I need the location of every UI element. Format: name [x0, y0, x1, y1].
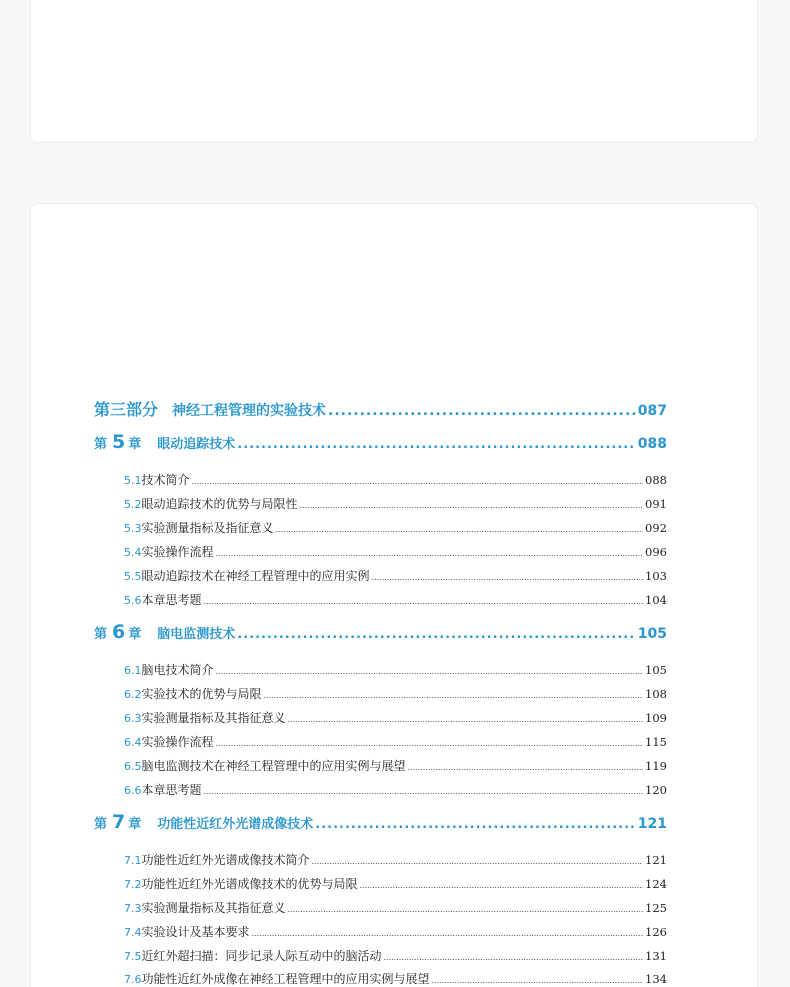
- page-number: 087: [637, 403, 667, 419]
- section-title: 实验操作流程: [141, 545, 214, 559]
- dot-leader: [216, 667, 644, 676]
- dot-leader: [312, 857, 644, 866]
- section-entry[interactable]: [124, 733, 667, 750]
- dot-leader: [276, 525, 644, 534]
- section-number: 5.1: [124, 474, 142, 487]
- section-number: 5.5: [124, 570, 142, 583]
- chapter-suffix: 章: [128, 627, 142, 642]
- section-number: 7.1: [124, 854, 142, 867]
- section-number: 6.2: [124, 688, 142, 701]
- page-number: 126: [645, 925, 667, 939]
- dot-leader: [216, 549, 644, 558]
- dot-leader: [384, 953, 644, 962]
- page-number: 105: [645, 663, 667, 677]
- dot-leader: [237, 437, 635, 452]
- dot-leader: [252, 929, 644, 938]
- chapter-prefix: 第: [94, 627, 108, 642]
- section-number: 7.5: [124, 950, 142, 963]
- section-entry[interactable]: [124, 757, 667, 774]
- section-entry[interactable]: [124, 471, 667, 488]
- chapter-suffix: 章: [128, 437, 142, 452]
- section-entry[interactable]: [124, 519, 667, 536]
- page-number: 121: [637, 816, 667, 832]
- chapter-heading[interactable]: [94, 431, 667, 453]
- dot-leader: [264, 691, 644, 700]
- section-number: 6.5: [124, 760, 142, 773]
- section-title: 实验操作流程: [141, 735, 214, 749]
- section-title: 功能性近红外光谱成像技术的优势与局限: [141, 877, 358, 891]
- section-number: 5.2: [124, 498, 142, 511]
- section-title: 近红外超扫描：同步记录人际互动中的脑活动: [141, 949, 382, 963]
- section-entry[interactable]: [124, 495, 667, 512]
- dot-leader: [192, 477, 644, 486]
- section-entry[interactable]: [124, 947, 667, 964]
- section-number: 7.6: [124, 973, 142, 986]
- section-title: 实验技术的优势与局限: [141, 687, 262, 701]
- section-entry[interactable]: [124, 851, 667, 868]
- section-entry[interactable]: [124, 567, 667, 584]
- section-title: 脑电监测技术在神经工程管理中的应用实例与展望: [141, 759, 406, 773]
- chapter-prefix: 第: [94, 437, 108, 452]
- section-title: 本章思考题: [141, 593, 202, 607]
- dot-leader: [216, 739, 644, 748]
- page-number: 120: [645, 783, 667, 797]
- section-title: 实验测量指标及指征意义: [141, 521, 274, 535]
- page-number: 088: [645, 473, 667, 487]
- section-title: 本章思考题: [141, 783, 202, 797]
- section-entry[interactable]: [124, 685, 667, 702]
- section-number: 7.2: [124, 878, 142, 891]
- dot-leader: [300, 501, 644, 510]
- section-number: 7.3: [124, 902, 142, 915]
- section-title: 眼动追踪技术的优势与局限性: [141, 497, 298, 511]
- dot-leader: [360, 881, 644, 890]
- section-title: 脑电技术简介: [141, 663, 214, 677]
- part-heading[interactable]: [94, 397, 667, 420]
- section-title: 眼动追踪技术在神经工程管理中的应用实例: [141, 569, 370, 583]
- page-number: 092: [645, 521, 667, 535]
- page-number: 103: [645, 569, 667, 583]
- dot-leader: [288, 715, 644, 724]
- dot-leader: [408, 763, 644, 772]
- section-title: 技术简介: [141, 473, 190, 487]
- chapter-heading[interactable]: [94, 621, 667, 643]
- section-title: 实验测量指标及其指征意义: [141, 901, 286, 915]
- page-number: 109: [645, 711, 667, 725]
- page-number: 121: [645, 853, 667, 867]
- page-number: 091: [645, 497, 667, 511]
- section-number: 6.6: [124, 784, 142, 797]
- page-number: 124: [645, 877, 667, 891]
- page-number: 105: [637, 626, 667, 642]
- section-entry[interactable]: [124, 709, 667, 726]
- page-number: 088: [637, 436, 667, 452]
- dot-leader: [328, 403, 636, 419]
- section-title: 实验测量指标及其指征意义: [141, 711, 286, 725]
- section-number: 6.3: [124, 712, 142, 725]
- page-number: 104: [645, 593, 667, 607]
- section-number: 7.4: [124, 926, 142, 939]
- section-entry[interactable]: [124, 543, 667, 560]
- page-number: 134: [645, 972, 667, 986]
- section-title: 功能性近红外成像在神经工程管理中的应用实例与展望: [141, 972, 430, 986]
- part-title: 神经工程管理的实验技术: [172, 403, 327, 419]
- page-number: 131: [645, 949, 667, 963]
- previous-page-card: [30, 0, 758, 143]
- section-entry[interactable]: [124, 591, 667, 608]
- section-title: 实验设计及基本要求: [141, 925, 250, 939]
- chapter-number: 6: [112, 621, 126, 643]
- dot-leader: [288, 905, 644, 914]
- chapter-suffix: 章: [128, 817, 142, 832]
- part-label: 第三部分: [94, 400, 159, 419]
- section-title: 功能性近红外光谱成像技术简介: [141, 853, 310, 867]
- section-entry[interactable]: [124, 923, 667, 940]
- dot-leader: [204, 597, 644, 606]
- section-number: 5.4: [124, 546, 142, 559]
- section-number: 6.4: [124, 736, 142, 749]
- chapter-number: 7: [112, 811, 126, 833]
- section-number: 6.1: [124, 664, 142, 677]
- section-number: 5.6: [124, 594, 142, 607]
- section-entry[interactable]: [124, 661, 667, 678]
- page-number: 115: [645, 735, 667, 749]
- chapter-title: 功能性近红外光谱成像技术: [157, 817, 314, 832]
- page-number: 108: [645, 687, 667, 701]
- chapter-heading[interactable]: [94, 811, 667, 833]
- dot-leader: [237, 627, 635, 642]
- page-number: 125: [645, 901, 667, 915]
- section-entry[interactable]: [124, 875, 667, 892]
- page-number: 119: [645, 759, 667, 773]
- section-entry[interactable]: [124, 781, 667, 798]
- dot-leader: [432, 976, 644, 985]
- dot-leader: [204, 787, 644, 796]
- section-entry[interactable]: [124, 970, 667, 987]
- chapter-title: 脑电监测技术: [157, 627, 236, 642]
- dot-leader: [372, 573, 644, 582]
- section-number: 5.3: [124, 522, 142, 535]
- dot-leader: [315, 817, 635, 832]
- page-number: 096: [645, 545, 667, 559]
- chapter-title: 眼动追踪技术: [157, 437, 236, 452]
- section-entry[interactable]: [124, 899, 667, 916]
- chapter-number: 5: [112, 431, 126, 453]
- chapter-prefix: 第: [94, 817, 108, 832]
